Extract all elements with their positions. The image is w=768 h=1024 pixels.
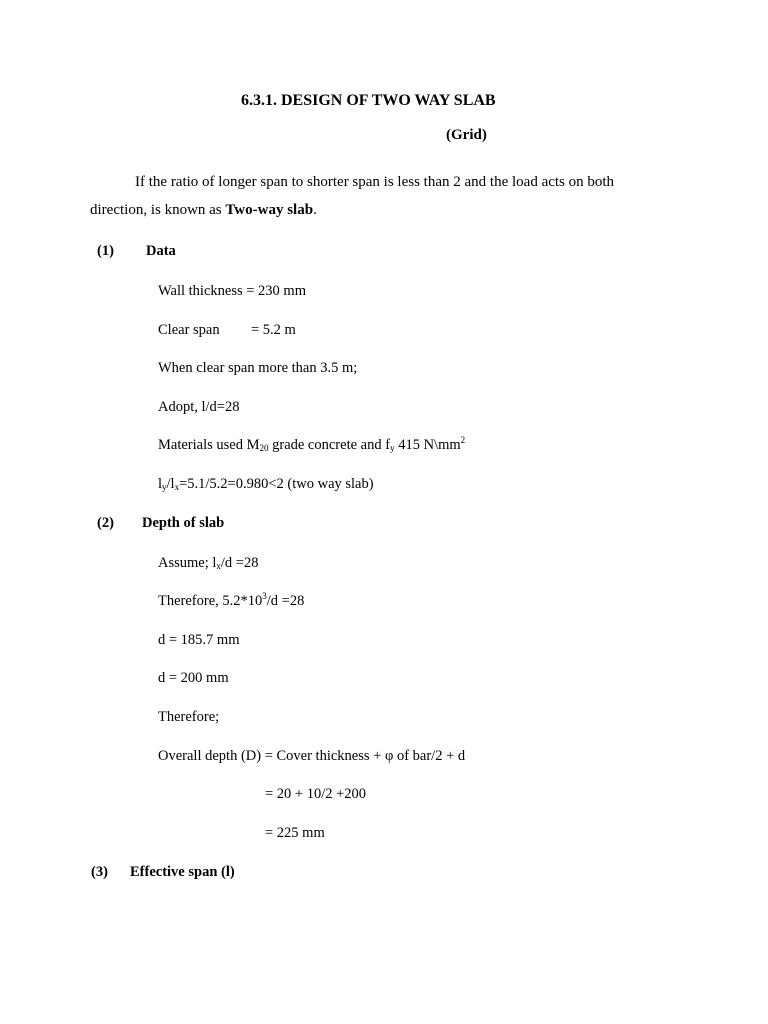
ratio-sub-x: x (174, 482, 180, 492)
materials-sub-2: y (390, 443, 395, 453)
intro-term-two-way-slab: Two-way slab (225, 202, 314, 218)
intro-line-1: If the ratio of longer span to shorter span is less than 2 and the load acts on both (135, 174, 615, 190)
therefore-sup: 3 (262, 591, 267, 601)
section-1-number: (1) (97, 243, 114, 259)
intro-line-2-prefix: direction, is known as (90, 202, 226, 218)
section-2-number: (2) (97, 515, 114, 531)
d-adopted: d = 200 mm (158, 670, 229, 686)
section-2-title: Depth of slab (142, 515, 225, 531)
overall-depth-result: = 225 mm (265, 825, 325, 841)
d-calculated: d = 185.7 mm (158, 632, 240, 648)
materials-text-1: Materials used M (158, 437, 260, 453)
ratio-sub-y: y (162, 482, 167, 492)
adopt-ratio: Adopt, l/d=28 (158, 399, 240, 415)
therefore-text-1: Therefore, 5.2*10 (158, 593, 263, 609)
intro-line-2-suffix: . (313, 202, 317, 218)
section-3-title: Effective span (l) (130, 864, 235, 880)
therefore-text-2: /d =28 (266, 593, 305, 609)
section-1-title: Data (146, 243, 176, 259)
overall-depth-substitution: = 20 + 10/2 +200 (265, 786, 367, 802)
overall-depth-formula: Overall depth (D) = Cover thickness + φ of bar/2 + d (158, 748, 466, 764)
materials-sub-1: 20 (259, 443, 269, 453)
ratio-slash: /l (166, 476, 175, 492)
section-3-number: (3) (91, 864, 108, 880)
materials-sup-1: 2 (460, 435, 466, 445)
therefore-label: Therefore; (158, 709, 220, 725)
materials-text-3: 415 N\mm (394, 437, 461, 453)
assume-ratio (158, 555, 259, 572)
span-ratio (158, 476, 374, 493)
intro-line-2 (90, 202, 317, 219)
materials-used (158, 437, 465, 454)
assume-text-2: /d =28 (220, 555, 259, 571)
therefore-equation (158, 593, 304, 610)
ratio-l: l (158, 476, 163, 492)
clear-span-value: = 5.2 m (251, 322, 296, 338)
assume-text-1: Assume; l (158, 555, 217, 571)
when-clear-span: When clear span more than 3.5 m; (158, 360, 358, 376)
assume-sub: x (216, 561, 221, 571)
page-subtitle: (Grid) (446, 127, 487, 143)
ratio-rest: =5.1/5.2=0.980<2 (two way slab) (179, 476, 374, 492)
clear-span-label: Clear span (158, 322, 220, 338)
materials-text-2: grade concrete and f (268, 437, 391, 453)
page-title: 6.3.1. DESIGN OF TWO WAY SLAB (241, 92, 496, 109)
wall-thickness: Wall thickness = 230 mm (158, 283, 306, 299)
